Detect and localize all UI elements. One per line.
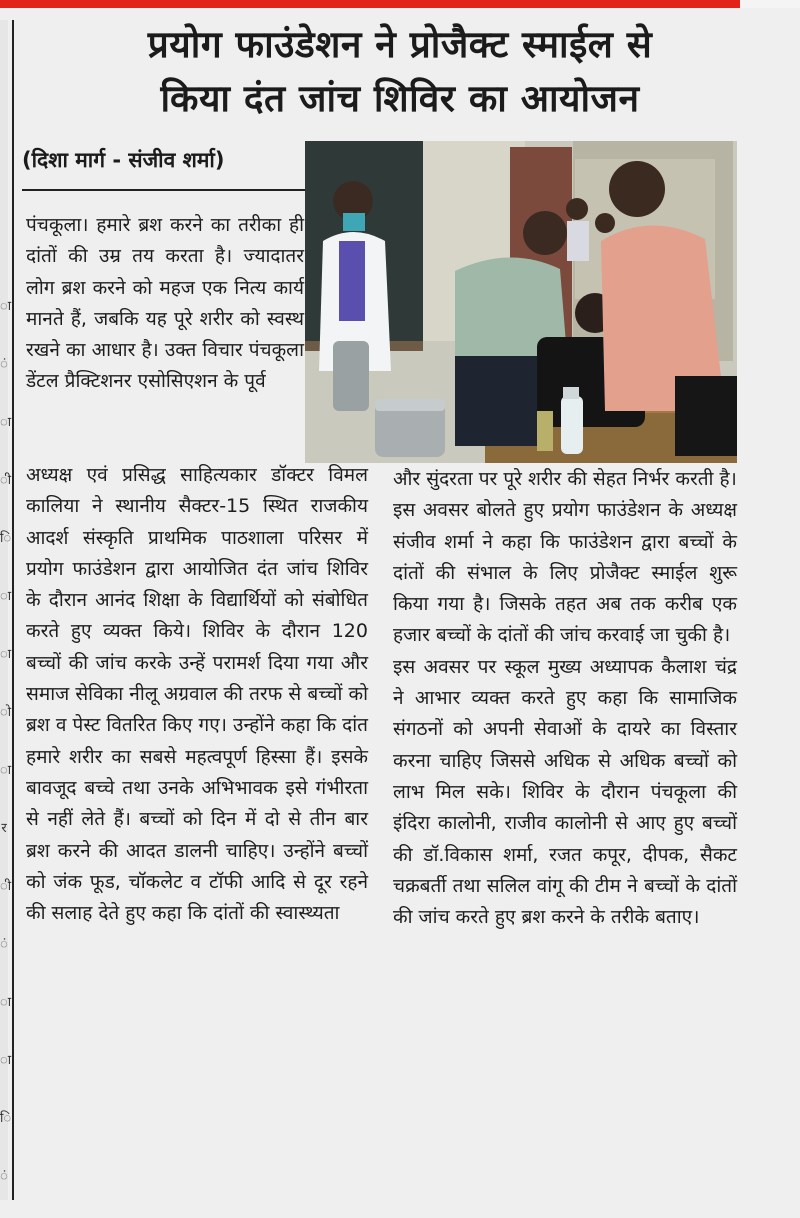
headline (30, 18, 770, 126)
adjacent-column-fragment: र (1, 821, 7, 836)
article-paragraph: पंचकूला। हमारे ब्रश करने का तरीका ही दांतों की उम्र तय करता है। ज्यादातर लोग ब्रश करने को महज एक नित्य कार्य मानते हैं, जबकि यह पूरे शरीर को स्वस्थ रखने का आधार है। उक्त विचार पंचकूला डेंटल प्रैक्टिशनर एसोसिएशन के पूर्व (26, 214, 304, 393)
headline-line-2: किया दंत जांच शिविर का आयोजन (160, 77, 640, 120)
adjacent-column-fragment: ा (0, 415, 12, 430)
dental-camp-photo (305, 141, 737, 463)
article-intro-text (26, 210, 304, 398)
article-paragraph: इस अवसर बोलते हुए प्रयोग फाउंडेशन के अध्यक्ष संजीव शर्मा ने कहा कि फाउंडेशन द्वारा बच्चों के दांतों की संभाल के लिए प्रोजैक्ट स्माईल शुरू किया गया है। जिसके तहत अब तक करीब एक हजार बच्चों के दांतों की जांच करवाई जा चुकी है। (393, 499, 737, 647)
adjacent-column-fragment: ा (0, 299, 12, 314)
top-bar-gap (740, 0, 800, 8)
article-paragraph: अध्यक्ष एवं प्रसिद्ध साहित्यकार डॉक्टर विमल कालिया ने स्थानीय सैक्टर-15 स्थित राजकीय आदर्श संस्कृति प्राथमिक पाठशाला परिसर में प्रयोग फाउंडेशन द्वारा आयोजित दंत जांच शिविर के दौरान आनंद शिक्षा के विद्यार्थियों को संबोधित करते हुए व्यक्त किये। शिविर के दौरान 120 बच्चों की जांच करके उन्हें परामर्श दिया गया और समाज सेविका नीलू अग्रवाल की तरफ से बच्चों को ब्रश व पेस्ट वितरित किए गए। उन्होंने कहा कि दांत हमारे शरीर का सबसे महत्वपूर्ण हिस्सा हैं। इसके बावजूद बच्चे तथा उनके अभिभावक इसे गंभीरता से नहीं लेते हैं। बच्चों को दिन में दो से तीन बार ब्रश करने की आदत डालनी चाहिए। उन्होंने बच्चों को जंक फूड, चॉकलेट व टॉफी आदि से दूर रहने की सलाह देते हुए कहा कि दांतों की स्वास्थ्यता (26, 464, 368, 925)
column-rule (12, 20, 14, 1200)
adjacent-column-fragment: ं (0, 1169, 8, 1184)
article-left-column (26, 460, 368, 929)
adjacent-column-fragment: ी (0, 879, 12, 894)
article-right-column (393, 464, 737, 933)
article-paragraph: इस अवसर पर स्कूल मुख्य अध्यापक कैलाश चंद्र ने आभार व्यक्त करते हुए कहा कि सामाजिक संगठनों को अपनी सेवाओं के दायरे का विस्तार करना चाहिए जिससे अधिक से अधिक बच्चों को लाभ मिल सके। शिविर के दौरान पंचकूला की इंदिरा कालोनी, राजीव कालोनी से आए हुए बच्चों की डॉ.विकास शर्मा, रजत कपूर, दीपक, सैकट चक्रबर्ती तथा सलिल वांगू की टीम ने बच्चों के दांतों की जांच करते हुए ब्रश करने के तरीके बताए। (393, 655, 737, 929)
adjacent-column-fragment: ी (0, 473, 12, 488)
adjacent-column-fragment: ि (0, 1111, 12, 1126)
article-paragraph: और सुंदरता पर पूरे शरीर की सेहत निर्भर करती है। (393, 468, 737, 490)
adjacent-column-strip (0, 20, 12, 1200)
adjacent-column-fragment: ा (0, 589, 12, 604)
adjacent-column-fragment: ा (0, 647, 12, 662)
top-red-bar (0, 0, 740, 8)
adjacent-column-fragment: ं (0, 937, 8, 952)
byline-rule (22, 189, 306, 191)
adjacent-column-fragment: ा (0, 763, 12, 778)
byline: (दिशा मार्ग - संजीव शर्मा) (22, 148, 225, 172)
adjacent-column-fragment: ा (0, 1053, 12, 1068)
headline-line-1: प्रयोग फाउंडेशन ने प्रोजैक्ट स्माईल से (147, 23, 653, 66)
adjacent-column-fragment: ो (0, 705, 12, 720)
adjacent-column-fragment: ं (0, 357, 8, 372)
adjacent-column-fragment: ि (0, 531, 12, 546)
adjacent-column-fragment: ा (0, 995, 12, 1010)
